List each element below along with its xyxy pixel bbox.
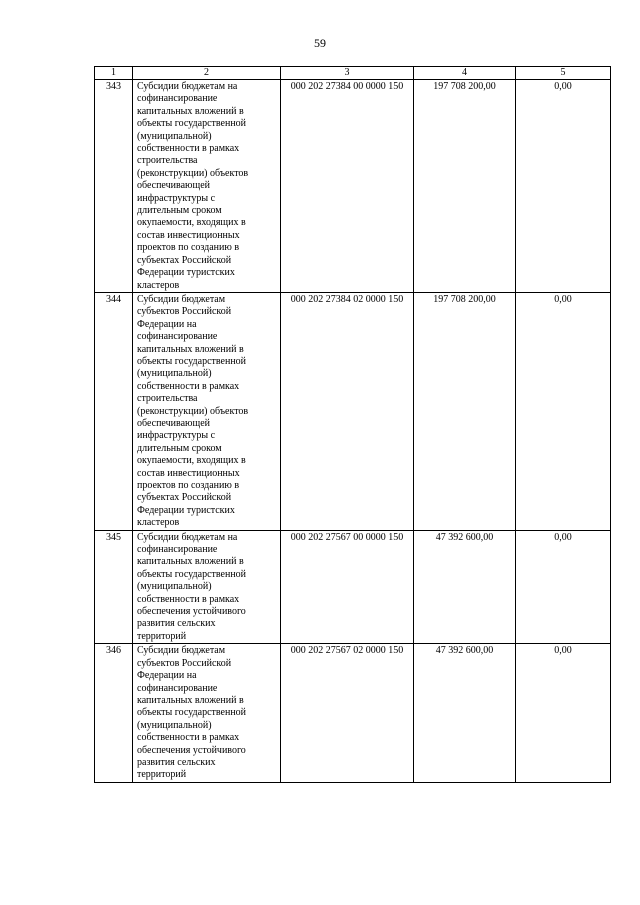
row-name-line: Субсидии бюджетам <box>137 645 226 657</box>
row-name-line: (муниципальной) <box>137 130 212 142</box>
row-amount: 197 708 200,00 <box>414 80 516 293</box>
row-name-line: обеспечивающей <box>137 180 210 192</box>
row-name-line: софинансирование <box>137 331 218 343</box>
row-name-line: инфраструктуры с <box>137 430 216 442</box>
row-number: 343 <box>95 80 133 293</box>
row-name-line: обеспечивающей <box>137 417 210 429</box>
row-name-line: обеспечения устойчивого <box>137 606 246 618</box>
row-name-line: строительства <box>137 393 198 405</box>
row-name-line: развития сельских <box>137 756 216 768</box>
row-name-line: кластеров <box>137 279 180 291</box>
row-name-line: капитальных вложений в <box>137 694 244 706</box>
row-name-line: капитальных вложений в <box>137 556 244 568</box>
row-name-line: софинансирование <box>137 93 218 105</box>
row-value: 0,00 <box>516 530 611 644</box>
row-code: 000 202 27567 00 0000 150 <box>281 530 414 644</box>
row-name-line: Федерации на <box>137 318 197 330</box>
row-code: 000 202 27567 02 0000 150 <box>281 644 414 782</box>
row-name-line: длительным сроком <box>137 442 222 454</box>
row-name-line: (муниципальной) <box>137 581 212 593</box>
row-number: 346 <box>95 644 133 782</box>
row-name-line: длительным сроком <box>137 205 222 217</box>
row-name-line: проектов по созданию в <box>137 242 240 254</box>
table-row <box>95 80 611 293</box>
row-name-line: кластеров <box>137 517 180 529</box>
row-name-line: территорий <box>137 769 187 781</box>
row-name-line: Субсидии бюджетам <box>137 293 226 305</box>
row-name-line: окупаемости, входящих в <box>137 217 246 229</box>
row-name-line: инфраструктуры с <box>137 192 216 204</box>
row-name-line: капитальных вложений в <box>137 343 244 355</box>
budget-table <box>94 66 611 783</box>
row-number: 345 <box>95 530 133 644</box>
row-name-line: софинансирование <box>137 544 218 556</box>
row-name-line: (муниципальной) <box>137 368 212 380</box>
row-code: 000 202 27384 02 0000 150 <box>281 292 414 530</box>
header-col-2: 2 <box>133 67 281 80</box>
row-name-line: объекты государственной <box>137 355 247 367</box>
page-number: 59 <box>314 36 326 50</box>
row-name-line: состав инвестиционных <box>137 229 240 241</box>
row-name-line: объекты государственной <box>137 707 247 719</box>
row-name-line: состав инвестиционных <box>137 467 240 479</box>
row-number: 344 <box>95 292 133 530</box>
row-name-line: объекты государственной <box>137 568 247 580</box>
row-amount: 47 392 600,00 <box>414 530 516 644</box>
header-col-3: 3 <box>281 67 414 80</box>
row-name-line: софинансирование <box>137 682 218 694</box>
row-name-line: проектов по созданию в <box>137 480 240 491</box>
row-value: 0,00 <box>516 644 611 782</box>
row-name-line: (муниципальной) <box>137 719 212 731</box>
row-name-line: собственности в рамках <box>137 732 240 744</box>
row-name-line: собственности в рамках <box>137 143 240 155</box>
table-row <box>95 292 611 530</box>
row-name-line: объекты государственной <box>137 118 247 130</box>
header-col-1: 1 <box>95 67 133 80</box>
row-name-line: строительства <box>137 155 198 167</box>
row-name-line: Субсидии бюджетам на <box>137 81 238 92</box>
row-name <box>133 530 281 644</box>
row-name-line: развития сельских <box>137 618 216 630</box>
row-name-line: обеспечения устойчивого <box>137 744 246 756</box>
row-name-line: субъектах Российской <box>137 254 232 266</box>
row-name-line: Федерации на <box>137 670 197 682</box>
row-name-line: (реконструкции) объектов <box>137 167 249 179</box>
row-name-line: капитальных вложений в <box>137 105 244 117</box>
header-col-4: 4 <box>414 67 516 80</box>
row-amount: 47 392 600,00 <box>414 644 516 782</box>
header-col-5: 5 <box>516 67 611 80</box>
row-code: 000 202 27384 00 0000 150 <box>281 80 414 293</box>
row-name-line: окупаемости, входящих в <box>137 455 246 467</box>
row-name-line: субъектов Российской <box>137 657 232 669</box>
row-name-line: Федерации туристских <box>137 504 235 516</box>
row-name-line: Субсидии бюджетам на <box>137 531 238 543</box>
table-row <box>95 530 611 644</box>
row-name-line: собственности в рамках <box>137 593 240 605</box>
row-name <box>133 644 281 782</box>
row-value: 0,00 <box>516 80 611 293</box>
row-name-line: субъектов Российской <box>137 306 232 318</box>
row-name-line: (реконструкции) объектов <box>137 405 249 417</box>
row-amount: 197 708 200,00 <box>414 292 516 530</box>
row-name <box>133 80 281 293</box>
row-name-line: субъектах Российской <box>137 492 232 504</box>
table-row <box>95 644 611 782</box>
row-name-line: собственности в рамках <box>137 380 240 392</box>
row-value: 0,00 <box>516 292 611 530</box>
row-name <box>133 292 281 530</box>
row-name-line: Федерации туристских <box>137 267 235 279</box>
row-name-line: территорий <box>137 630 187 642</box>
table-header-row <box>95 67 611 80</box>
